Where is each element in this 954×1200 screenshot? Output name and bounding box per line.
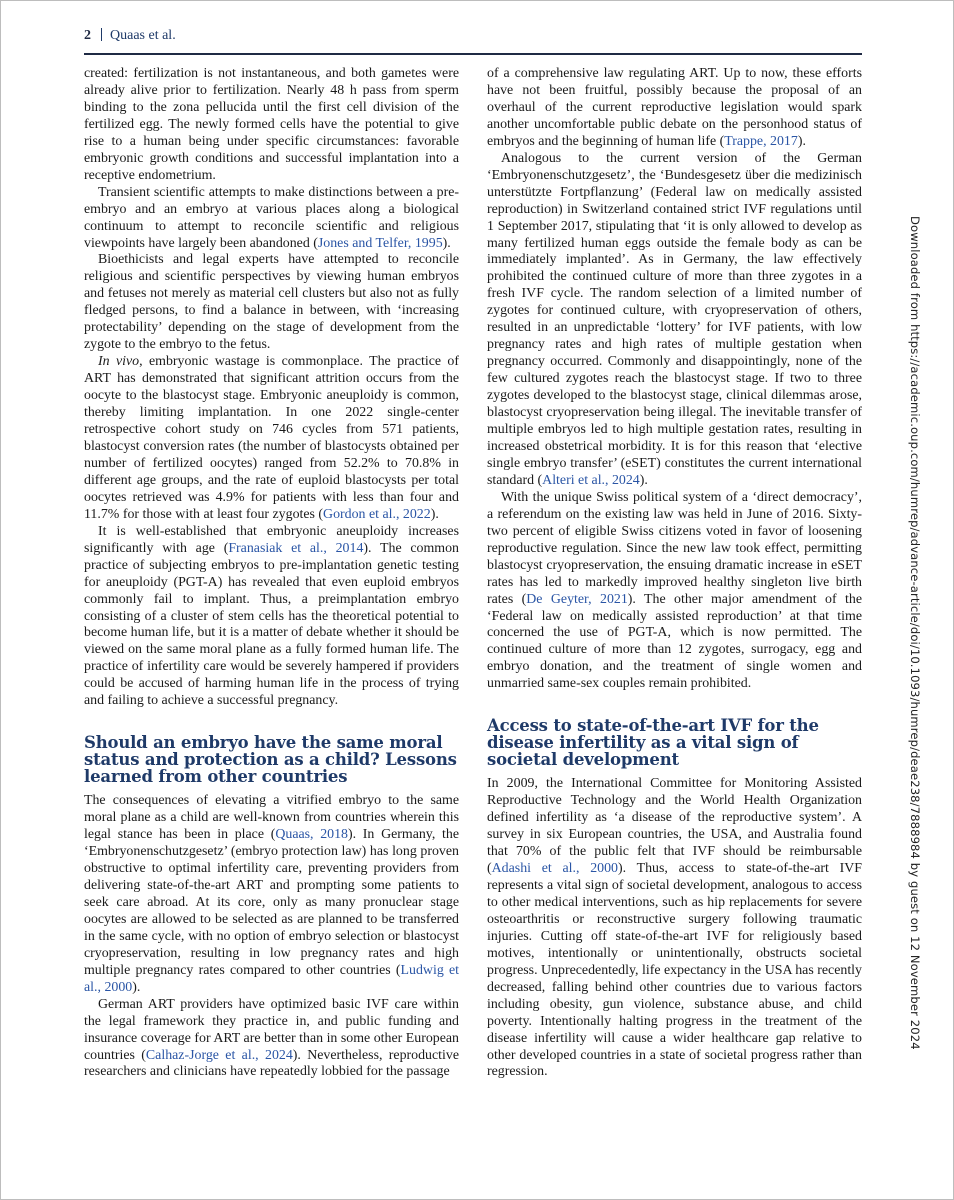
paragraph: created: fertilization is not instantaneous, and both gametes were already alive prior to fertilization. Nearly 48 h pass from sperm binding to the zona pellucida until the first cell division of the fertilized egg. The newly formed cells have the potential to give rise to a human being under specific circumstances: favorable embryonic growth conditions and successful implantation into a receptive endometrium. — [84, 66, 459, 183]
paragraph: In vivo, embryonic wastage is commonplace. The practice of ART has demonstrated that significant attrition occurs from the oocyte to the blastocyst stage. Embryonic aneuploidy is common, thereby limiting implantation. In one 2022 single-center retrospective cohort study on 746 cycles from 571 patients, blastocyst conversion rates (the number of blastocysts obtained per number of fertilized oocytes) ranged from 52.2% to 70.8% in different age groups, and the rate of euploid blastocysts per total oocytes retrieved was 4.9% for patients with less than four and 11.7% for those with at least four zygotes (Gordon et al., 2022). — [84, 354, 459, 522]
paragraph: German ART providers have optimized basic IVF care within the legal framework they practice in, and public funding and insurance coverage for ART are better than in some other European countries (Calhaz-Jorge et al., 2024). Nevertheless, reproductive researchers and clinicians have repeatedly lobbied for the passage — [84, 996, 459, 1080]
running-header — [84, 28, 176, 44]
left-column — [84, 66, 459, 1081]
header-separator — [101, 28, 102, 41]
download-watermark — [908, 216, 928, 1050]
citation-link[interactable]: De Geyter, 2021 — [526, 591, 628, 607]
download-notice: Downloaded from https://academic.oup.com/humrep/advance-article/doi/10.1093/humrep/deae238/7888984 by guest on 12 November 2024 — [908, 216, 922, 1050]
paragraph: With the unique Swiss political system of a ‘direct democracy’, a referendum on the existing law was held in June of 2016. Sixty-two percent of eligible Swiss citizens voted in favor of loosening reproductive regulation. Since the new law took effect, permitting blastocyst cryopreservation, the ensuing dramatic increase in eSET rates has led to markedly improved healthy singleton live birth rates (De Geyter, 2021). The other major amendment of the ‘Federal law on medically assisted reproduction’ at that time concerned the use of PGT-A, which is now permitted. The continued culture of more than 12 zygotes, surrogacy, egg and embryo donation, and the treatment of single women and unmarried same-sex couples remain prohibited. — [487, 489, 862, 692]
citation-link[interactable]: Ludwig et al., 2000 — [84, 962, 459, 995]
paragraph: In 2009, the International Committee for Monitoring Assisted Reproductive Technology and the World Health Organization defined infertility as ‘a disease of the reproductive system’. A survey in six European countries, the USA, and Australia found that 70% of the public felt that IVF should be reimbursable (Adashi et al., 2000). Thus, access to state-of-the-art IVF represents a vital sign of societal development, analogous to access to other medical interventions, such as hip replacements for severe osteoarthritis or reconstructive surgery following traumatic injuries. Cutting off state-of-the-art IVF for religiously based motives, intentionally or unintentionally, obstructs societal progress. Unprecedentedly, life expectancy in the USA has recently decreased, falling behind other countries due to various factors including obesity, gun violence, substance abuse, and child poverty. Intentionally halting progress in the treatment of the disease infertility will cause a wider healthcare gap relative to other developed countries in a state of societal progress rather than regression. — [487, 776, 862, 1080]
paragraph: Transient scientific attempts to make distinctions between a pre-embryo and an embryo at various places along a biological continuum to attempt to reconcile scientific and religious viewpoints have largely been abandoned (Jones and Telfer, 1995). — [84, 184, 459, 251]
section-heading: Access to state-of-the-art IVF for the disease infertility as a vital sign of societal development — [487, 716, 819, 770]
citation-link[interactable]: Jones and Telfer, 1995 — [317, 235, 443, 251]
citation-link[interactable]: Calhaz-Jorge et al., 2024 — [145, 1047, 293, 1063]
citation-link[interactable]: Alteri et al., 2024 — [542, 472, 640, 488]
running-header-authors: Quaas et al. — [110, 28, 176, 43]
citation-link[interactable]: Trappe, 2017 — [724, 133, 798, 149]
citation-link[interactable]: Quaas, 2018 — [275, 827, 349, 843]
section-heading: Should an embryo have the same moral status and protection as a child? Lessons learned from other countries — [84, 733, 457, 787]
citation-link[interactable]: Franasiak et al., 2014 — [228, 540, 364, 556]
paragraph: Analogous to the current version of the German ‘Embryonenschutzgesetz’, the ‘Bundesgesetz über die medizinisch unterstützte Fortpflanzung’ (Federal law on medically assisted reproduction) in Switzerland contained strict IVF regulations until 1 September 2017, stipulating that ‘it is only allowed to develop as many fertilized human eggs outside the female body as can be immediately implanted’. As in Germany, the law effectively prohibited the continued culture of more than three zygotes in a fresh IVF cycle. The random selection of a limited number of zygotes for continued culture, with cryopreservation of others, resulted in an unpredictable ‘lottery’ for IVF patients, with low pregnancy rates and high rates of multiple gestation when pregnancy occurred. Commonly and disappointingly, none of the few cultured zygotes reach the blastocyst stage. If two to three zygotes developed to the blastocyst stage, clinical dilemmas arose, blastocyst cryopreservation being illegal. The inevitable transfer of multiple embryos led to high multiple gestation rates, resulting in increased obstetrical morbidity. It is for this reason that ‘elective single embryo transfer’ (eSET) constitutes the current international standard (Alteri et al., 2024). — [487, 150, 862, 488]
citation-link[interactable]: Adashi et al., 2000 — [491, 861, 618, 877]
right-column — [487, 66, 862, 1081]
citation-link[interactable]: Gordon et al., 2022 — [323, 506, 431, 522]
paragraph: The consequences of elevating a vitrified embryo to the same moral plane as a child are well-known from countries wherein this legal stance has been in place (Quaas, 2018). In Germany, the ‘Embryonenschutzgesetz’ (embryo protection law) has long proven obstructive to optimal infertility care, preventing providers from delivering state-of-the-art ART and prompting some patients to seek care abroad. At its core, only as many pronuclear stage oocytes are allowed to be selected as are planned to be transferred in the same cycle, with no option of embryo selection or blastocyst cryopreservation, resulting in low pregnancy rates and high multiple pregnancy rates compared to other countries (Ludwig et al., 2000). — [84, 793, 459, 995]
paragraph: It is well-established that embryonic aneuploidy increases significantly with age (Franasiak et al., 2014). The common practice of subjecting embryos to pre-implantation genetic testing for aneuploidy (PGT-A) has revealed that even euploid embryos commonly fail to implant. Thus, a preimplantation embryo consisting of a cluster of stem cells has the theoretical potential to become human life, but it is a matter of debate whether it should be viewed on the same moral plane as a fully formed human life. The practice of infertility care would be severely hampered if providers could be accused of harming human life in the process of trying and failing to achieve a successful pregnancy. — [84, 523, 459, 709]
header-rule — [84, 53, 862, 55]
page-number: 2 — [84, 28, 91, 43]
paragraph: of a comprehensive law regulating ART. Up to now, these efforts have not been fruitful, possibly because the proposal of an overhaul of the current reproductive legislation would spark another uncomfortable public debate on the personhood status of embryos and the beginning of human life (Trappe, 2017). — [487, 66, 862, 149]
paragraph: Bioethicists and legal experts have attempted to reconcile religious and scientific perspectives by viewing human embryos and fetuses not merely as material cell clusters but also not as fully fledged persons, to find a balance in between, with ‘increasing protectability’ depending on the stage of development from the zygote to the embryo to the fetus. — [84, 252, 459, 353]
